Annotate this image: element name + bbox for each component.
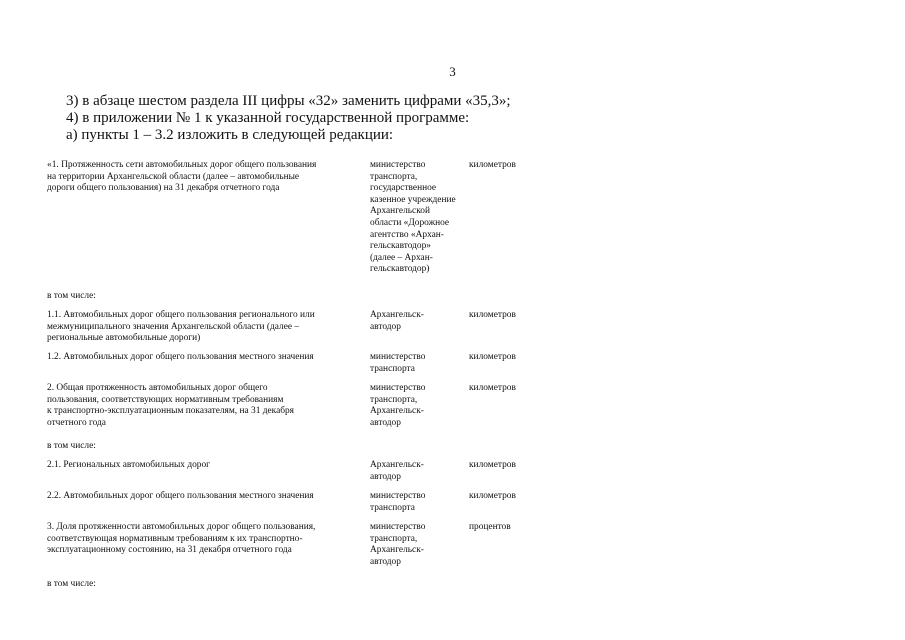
responsible-executor: Архангельск- — [370, 406, 424, 417]
indicator-name: пользования, соответствующих нормативным требованиям — [47, 394, 284, 405]
responsible-executor: министерство — [370, 491, 426, 501]
responsible-executor: автодор — [370, 556, 401, 567]
intro-line: 4) в приложении № 1 к указанной государственной программе: — [66, 110, 470, 126]
responsible-executor: транспорта — [370, 363, 415, 374]
indicator-name: к транспортно-эксплуатационным показателям, на 31 декабря — [47, 406, 294, 417]
responsible-executor: казенное учреждение — [370, 194, 456, 205]
indicator-name: 2.2. Автомобильных дорог общего пользования местного значения — [47, 491, 314, 501]
responsible-executor: Архангельской — [370, 206, 430, 217]
unit-of-measure: километров — [469, 160, 516, 170]
indicator-name: в том числе: — [47, 579, 96, 589]
responsible-executor: министерство — [370, 160, 426, 170]
responsible-executor: Архангельск- — [370, 545, 424, 556]
indicator-name: 1.2. Автомобильных дорог общего пользования местного значения — [47, 352, 314, 362]
indicator-name: соответствующая нормативным требованиям к их транспортно- — [47, 533, 303, 544]
indicator-name: 1.1. Автомобильных дорог общего пользования регионального или — [47, 310, 315, 320]
responsible-executor: автодор — [370, 417, 401, 428]
unit-of-measure: километров — [469, 383, 516, 393]
responsible-executor: автодор — [370, 321, 401, 332]
intro-paragraphs — [66, 93, 511, 144]
responsible-executor: транспорта, — [370, 394, 418, 405]
indicator-name: «1. Протяженность сети автомобильных дорог общего пользования — [47, 160, 317, 170]
unit-of-measure: километров — [469, 460, 516, 470]
indicator-name: дороги общего пользования) на 31 декабря отчетного года — [47, 183, 280, 194]
indicator-name: отчетного года — [47, 417, 106, 428]
responsible-executor: государственное — [370, 183, 437, 194]
page-number: 3 — [449, 64, 456, 79]
responsible-executor: гельскавтодор) — [370, 264, 430, 275]
responsible-executor: транспорта — [370, 502, 415, 513]
responsible-executor: министерство — [370, 352, 426, 362]
responsible-executor: (далее – Архан- — [370, 252, 433, 263]
indicator-name: межмуниципального значения Архангельской области (далее – — [47, 321, 300, 332]
unit-of-measure: километров — [469, 310, 516, 320]
responsible-executor: Архангельск- — [370, 310, 424, 320]
indicator-name: в том числе: — [47, 291, 96, 301]
responsible-executor: области «Дорожное — [370, 218, 450, 228]
indicator-name: на территории Архангельской области (далее – автомобильные — [47, 171, 300, 182]
responsible-executor: агентство «Архан- — [370, 229, 444, 240]
responsible-executor: транспорта, — [370, 171, 418, 182]
intro-line: 3) в абзаце шестом раздела III цифры «32» заменить цифрами «35,3»; — [66, 93, 511, 109]
responsible-executor: Архангельск- — [370, 460, 424, 470]
responsible-executor: гельскавтодор» — [370, 241, 431, 252]
responsible-executor: транспорта, — [370, 533, 418, 544]
unit-of-measure: процентов — [469, 522, 511, 532]
indicator-name: 2.1. Региональных автомобильных дорог — [47, 460, 210, 470]
indicator-name: 2. Общая протяженность автомобильных дорог общего — [47, 383, 268, 393]
indicator-name: эксплуатационному состоянию, на 31 декабря отчетного года — [47, 545, 292, 556]
responsible-executor: автодор — [370, 471, 401, 482]
responsible-executor: министерство — [370, 383, 426, 393]
intro-line: а) пункты 1 – 3.2 изложить в следующей редакции: — [66, 127, 394, 143]
responsible-executor: министерство — [370, 522, 426, 532]
unit-of-measure: километров — [469, 491, 516, 501]
indicator-name: в том числе: — [47, 441, 96, 451]
unit-of-measure: километров — [469, 352, 516, 362]
indicator-name: региональные автомобильные дороги) — [47, 333, 201, 344]
indicator-name: 3. Доля протяженности автомобильных дорог общего пользования, — [47, 522, 316, 532]
